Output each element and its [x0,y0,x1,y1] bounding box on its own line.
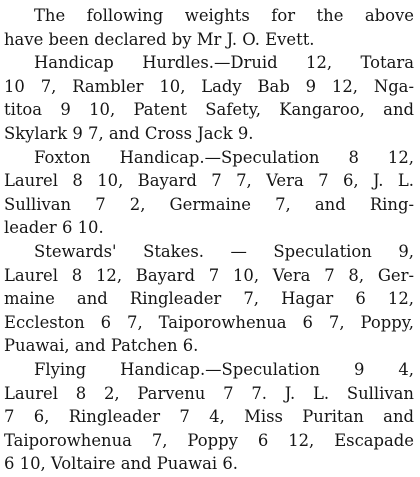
text-line: Foxton Handicap.—Speculation 8 12, [34,147,414,167]
text-line: Taiporowhenua 7, Poppy 6 12, Escapade [4,430,414,450]
text-line: Skylark 9 7, and Cross Jack 9. [4,123,254,143]
paragraph-flying-handicap [4,358,414,476]
text-line: leader 6 10. [4,218,104,238]
text-line: Puawai, and Patchen 6. [4,336,199,356]
text-line: Stewards' Stakes. — Speculation 9, [34,241,414,261]
text-line: Laurel 8 12, Bayard 7 10, Vera 7 8, Ger- [4,265,414,285]
text-line: have been declared by Mr J. O. Evett. [4,29,315,49]
text-line: Eccleston 6 7, Taiporowhenua 6 7, Poppy, [4,312,414,332]
text-line: titoa 9 10, Patent Safety, Kangaroo, and [4,100,414,120]
text-line: maine and Ringleader 7, Hagar 6 12, [4,289,414,309]
text-line: Flying Handicap.—Speculation 9 4, [34,359,414,379]
paragraph-foxton-handicap [4,146,414,240]
paragraph-stewards-stakes [4,240,414,358]
text-line: Sullivan 7 2, Germaine 7, and Ring- [4,194,414,214]
text-line: 6 10, Voltaire and Puawai 6. [4,454,238,474]
text-line: The following weights for the above [34,6,414,25]
paragraph-handicap-hurdles [4,51,414,145]
text-line: Laurel 8 2, Parvenu 7 7. J. L. Sullivan [4,383,414,403]
text-line: Laurel 8 10, Bayard 7 7, Vera 7 6, J. L. [4,171,414,191]
text-line: Handicap Hurdles.—Druid 12, Totara [34,53,414,73]
paragraph-intro [4,4,414,51]
text-line: 10 7, Rambler 10, Lady Bab 9 12, Nga- [4,76,414,96]
text-line: 7 6, Ringleader 7 4, Miss Puritan and [4,407,414,427]
